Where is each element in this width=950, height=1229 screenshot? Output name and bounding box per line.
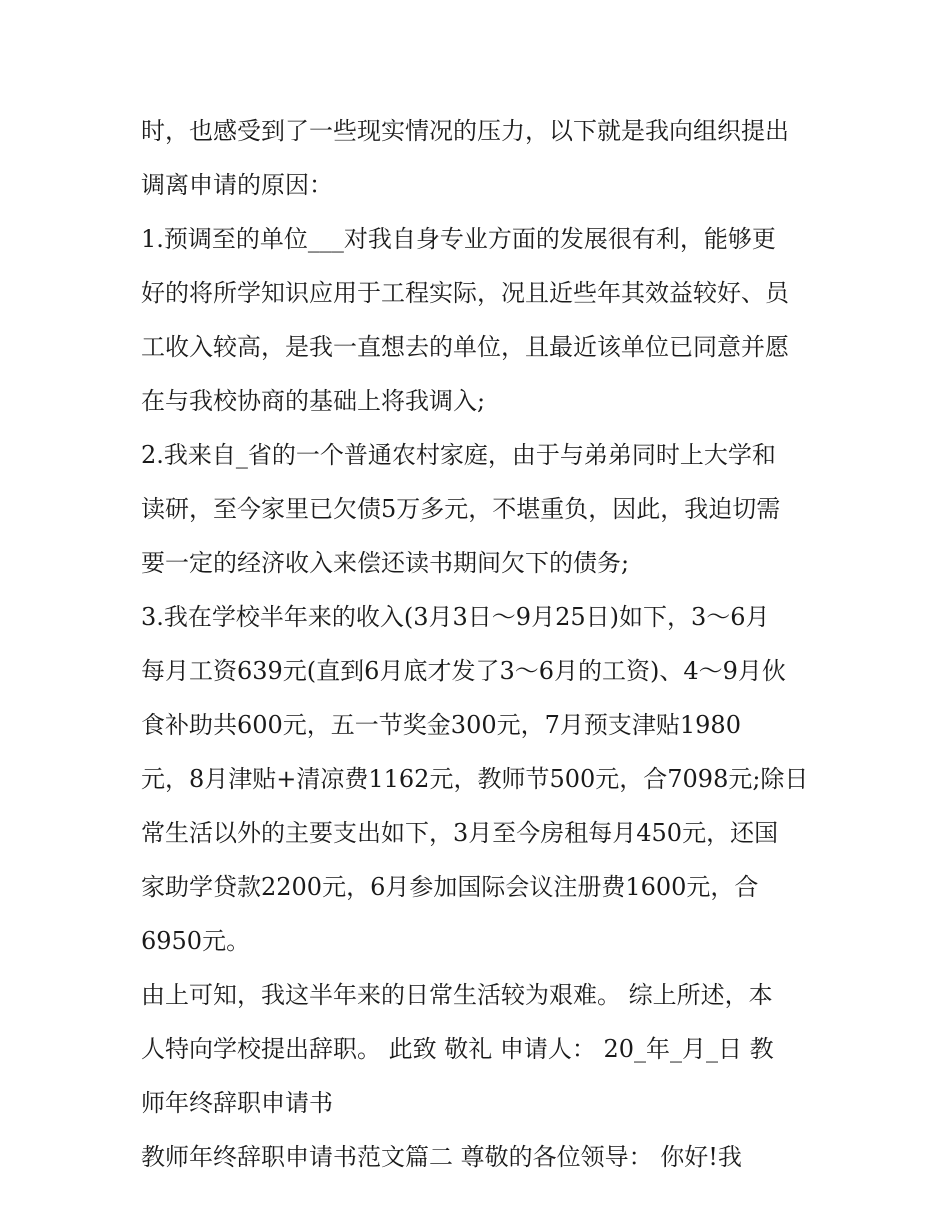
text-line: 每月工资639元(直到6月底才发了3～6月的工资)、4～9月伙 xyxy=(141,657,786,685)
text-line: 教师年终辞职申请书范文篇二 尊敬的各位领导： 你好!我 xyxy=(141,1143,742,1171)
text-line: 要一定的经济收入来偿还读书期间欠下的债务; xyxy=(141,549,630,577)
text-line: 家助学贷款2200元，6月参加国际会议注册费1600元，合 xyxy=(141,873,759,901)
text-line: 食补助共600元，五一节奖金300元，7月预支津贴1980 xyxy=(141,711,741,739)
text-line: 好的将所学知识应用于工程实际，况且近些年其效益较好、员 xyxy=(141,279,789,307)
text-line: 由上可知，我这半年来的日常生活较为艰难。 综上所述，本 xyxy=(141,981,773,1009)
text-line: 读研，至今家里已欠债5万多元，不堪重负，因此，我迫切需 xyxy=(141,495,781,523)
text-line: 6950元。 xyxy=(141,927,251,955)
text-line: 3.我在学校半年来的收入(3月3日～9月25日)如下，3～6月 xyxy=(141,603,770,631)
text-line: 时，也感受到了一些现实情况的压力，以下就是我向组织提出 xyxy=(141,117,789,145)
text-line: 元，8月津贴+清凉费1162元，教师节500元，合7098元;除日 xyxy=(141,765,809,793)
text-line: 人特向学校提出辞职。 此致 敬礼 申请人： 20_年_月_日 教 xyxy=(141,1035,774,1063)
text-line: 常生活以外的主要支出如下，3月至今房租每月450元，还国 xyxy=(141,819,779,847)
text-line: 在与我校协商的基础上将我调入; xyxy=(141,387,486,415)
text-line: 师年终辞职申请书 xyxy=(141,1089,333,1117)
text-line: 工收入较高，是我一直想去的单位，且最近该单位已同意并愿 xyxy=(141,333,789,361)
text-line: 1.预调至的单位___对我自身专业方面的发展很有利，能够更 xyxy=(141,225,776,253)
text-line: 2.我来自_省的一个普通农村家庭，由于与弟弟同时上大学和 xyxy=(141,441,776,469)
body-text xyxy=(141,104,821,1184)
text-line: 调离申请的原因： xyxy=(141,171,333,199)
